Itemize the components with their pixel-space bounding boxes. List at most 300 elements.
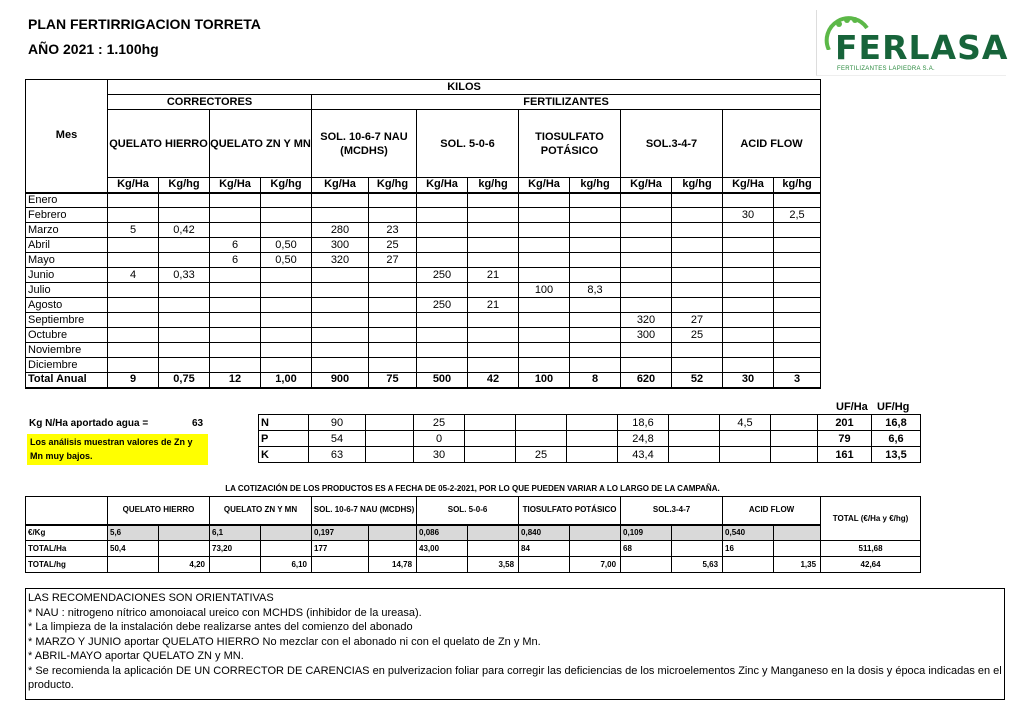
value-cell — [261, 268, 312, 283]
price-cell: 43,00 — [417, 541, 468, 557]
value-cell — [519, 313, 570, 328]
value-cell — [108, 313, 159, 328]
price-cell — [369, 525, 417, 541]
value-cell — [369, 328, 417, 343]
value-cell — [261, 283, 312, 298]
npk-cell — [771, 447, 818, 463]
unit-header: kg/hg — [672, 178, 723, 193]
price-cell: 7,00 — [570, 557, 621, 573]
value-cell — [468, 253, 519, 268]
uf-hg-header: UF/Hg — [877, 401, 910, 413]
price-cell: 0,197 — [312, 525, 369, 541]
price-product-header: SOL.3-4-7 — [621, 497, 723, 525]
value-cell — [519, 343, 570, 358]
price-product-header: TIOSULFATO POTÁSICO — [519, 497, 621, 525]
month-cell: Diciembre — [26, 358, 108, 373]
value-cell: 0,50 — [261, 238, 312, 253]
correctores-header: CORRECTORES — [108, 95, 312, 110]
npk-cell — [669, 447, 720, 463]
value-cell — [312, 358, 369, 373]
price-cell — [570, 541, 621, 557]
value-cell — [369, 193, 417, 208]
price-cell — [369, 541, 417, 557]
value-cell — [468, 328, 519, 343]
table-row — [26, 298, 821, 313]
npk-cell — [366, 447, 414, 463]
table-row — [26, 208, 821, 223]
price-notice: LA COTIZACIÓN DE LOS PRODUCTOS ES A FECHA DE 05-2-2021, POR LO QUE PUEDEN VARIAR A LO LARGO DE LA CAMPAÑA. — [225, 484, 720, 493]
value-cell — [108, 328, 159, 343]
npk-cell — [567, 431, 618, 447]
value-cell — [774, 283, 821, 298]
price-cell — [417, 557, 468, 573]
value-cell — [672, 358, 723, 373]
note-line: * ABRIL-MAYO aportar QUELATO ZN y MN. — [28, 650, 244, 662]
npk-cell — [465, 447, 516, 463]
value-cell — [519, 328, 570, 343]
price-total-header: TOTAL (€/Ha y €/hg) — [821, 497, 921, 541]
price-cell: 0,109 — [621, 525, 672, 541]
total-cell: 75 — [369, 373, 417, 388]
value-cell — [621, 343, 672, 358]
price-cell: 0,840 — [519, 525, 570, 541]
product-header: SOL. 5-0-6 — [417, 110, 519, 178]
value-cell — [774, 298, 821, 313]
table-row — [26, 223, 821, 238]
value-cell — [468, 283, 519, 298]
price-cell: 177 — [312, 541, 369, 557]
table-row — [26, 283, 821, 298]
value-cell — [672, 208, 723, 223]
value-cell — [417, 283, 468, 298]
price-cell — [159, 541, 210, 557]
value-cell — [210, 223, 261, 238]
value-cell — [210, 208, 261, 223]
note-line: * MARZO Y JUNIO aportar QUELATO HIERRO No mezclar con el abonado ni con el quelato de Zn y Mn. — [28, 635, 541, 648]
value-cell: 5 — [108, 223, 159, 238]
value-cell — [723, 238, 774, 253]
value-cell — [774, 343, 821, 358]
npk-cell — [567, 415, 618, 431]
value-cell: 320 — [621, 313, 672, 328]
value-cell: 0,33 — [159, 268, 210, 283]
value-cell — [210, 298, 261, 313]
price-cell — [312, 557, 369, 573]
uf-hg-cell: 6,6 — [872, 431, 921, 447]
npk-cell — [720, 431, 771, 447]
total-cell: 3 — [774, 373, 821, 388]
unit-header: Kg/Ha — [519, 178, 570, 193]
unit-header: Kg/hg — [261, 178, 312, 193]
table-row — [26, 253, 821, 268]
page-subtitle: AÑO 2021 : 1.100hg — [28, 41, 159, 57]
value-cell — [108, 253, 159, 268]
value-cell — [570, 358, 621, 373]
value-cell — [261, 358, 312, 373]
price-row — [26, 525, 921, 541]
value-cell — [261, 223, 312, 238]
value-cell — [369, 268, 417, 283]
fertigation-plan-table — [25, 79, 821, 389]
value-cell — [159, 313, 210, 328]
price-cell — [570, 525, 621, 541]
npk-cell: 0 — [414, 431, 465, 447]
value-cell: 8,3 — [570, 283, 621, 298]
value-cell — [723, 283, 774, 298]
value-cell — [774, 223, 821, 238]
value-cell — [108, 343, 159, 358]
value-cell — [108, 238, 159, 253]
value-cell — [159, 298, 210, 313]
npk-cell: 90 — [309, 415, 366, 431]
npk-cell — [720, 447, 771, 463]
npk-cell: 25 — [414, 415, 465, 431]
price-row-label: €/Kg — [26, 525, 108, 541]
value-cell — [723, 343, 774, 358]
value-cell — [723, 193, 774, 208]
npk-cell — [366, 415, 414, 431]
npk-cell — [669, 415, 720, 431]
value-cell — [672, 298, 723, 313]
value-cell — [261, 193, 312, 208]
value-cell — [774, 253, 821, 268]
price-cell: 16 — [723, 541, 774, 557]
npk-table — [258, 414, 921, 463]
recommendations-notes — [25, 588, 1005, 700]
price-cell — [519, 557, 570, 573]
table-row — [26, 268, 821, 283]
npk-cell: 43,4 — [618, 447, 669, 463]
uf-ha-cell: 201 — [818, 415, 872, 431]
value-cell — [369, 208, 417, 223]
value-cell — [519, 358, 570, 373]
price-product-header: QUELATO HIERRO — [108, 497, 210, 525]
total-cell: 500 — [417, 373, 468, 388]
value-cell — [312, 343, 369, 358]
price-cell — [621, 557, 672, 573]
value-cell: 280 — [312, 223, 369, 238]
price-cell — [159, 525, 210, 541]
price-cell — [468, 525, 519, 541]
npk-row — [259, 415, 921, 431]
value-cell — [519, 193, 570, 208]
value-cell — [672, 223, 723, 238]
note-line: * La limpieza de la instalación debe realizarse antes del comienzo del abonado — [28, 621, 413, 633]
total-cell: 12 — [210, 373, 261, 388]
value-cell — [417, 208, 468, 223]
table-row — [26, 193, 821, 208]
value-cell — [468, 238, 519, 253]
npk-cell — [465, 415, 516, 431]
price-cell: 1,35 — [774, 557, 821, 573]
price-cell — [774, 541, 821, 557]
value-cell — [261, 298, 312, 313]
value-cell — [723, 268, 774, 283]
price-total-cell: 511,68 — [821, 541, 921, 557]
unit-header: kg/hg — [570, 178, 621, 193]
value-cell — [468, 208, 519, 223]
total-cell: 42 — [468, 373, 519, 388]
value-cell — [210, 358, 261, 373]
table-row — [26, 238, 821, 253]
value-cell — [519, 268, 570, 283]
value-cell — [312, 268, 369, 283]
value-cell — [468, 223, 519, 238]
npk-cell — [465, 431, 516, 447]
value-cell — [108, 283, 159, 298]
product-header: QUELATO ZN Y MN — [210, 110, 312, 178]
npk-cell — [516, 415, 567, 431]
price-cell: 6,10 — [261, 557, 312, 573]
price-product-header: SOL. 5-0-6 — [417, 497, 519, 525]
value-cell — [621, 208, 672, 223]
price-header-row — [26, 497, 921, 525]
table-row — [26, 358, 821, 373]
product-header: TIOSULFATO POTÁSICO — [519, 110, 621, 178]
value-cell: 6 — [210, 253, 261, 268]
nutrient-label: K — [259, 447, 309, 463]
unit-header: Kg/Ha — [417, 178, 468, 193]
value-cell — [417, 253, 468, 268]
value-cell: 21 — [468, 298, 519, 313]
month-header: Mes — [26, 80, 108, 193]
value-cell — [369, 298, 417, 313]
unit-header: Kg/Ha — [723, 178, 774, 193]
value-cell — [774, 268, 821, 283]
value-cell: 250 — [417, 298, 468, 313]
price-cell: 0,540 — [723, 525, 774, 541]
nutrient-label: P — [259, 431, 309, 447]
analysis-note: Los análisis muestran valores de Zn y Mn muy bajos. — [27, 434, 208, 465]
value-cell — [468, 343, 519, 358]
npk-cell — [516, 431, 567, 447]
product-header: QUELATO HIERRO — [108, 110, 210, 178]
value-cell: 0,42 — [159, 223, 210, 238]
value-cell — [570, 193, 621, 208]
month-cell: Septiembre — [26, 313, 108, 328]
table-row — [26, 328, 821, 343]
value-cell — [261, 328, 312, 343]
npk-cell — [771, 431, 818, 447]
uf-ha-header: UF/Ha — [836, 401, 868, 413]
value-cell — [570, 208, 621, 223]
logo-tagline: FERTILIZANTES LAPIEDRA S.A. — [837, 66, 936, 72]
price-cell: 0,086 — [417, 525, 468, 541]
npk-cell: 25 — [516, 447, 567, 463]
unit-header: Kg/Ha — [621, 178, 672, 193]
value-cell — [159, 283, 210, 298]
price-product-header: SOL. 10-6-7 NAU (MCDHS) — [312, 497, 417, 525]
npk-cell: 18,6 — [618, 415, 669, 431]
value-cell — [723, 313, 774, 328]
value-cell — [723, 358, 774, 373]
value-cell — [519, 208, 570, 223]
value-cell — [210, 343, 261, 358]
price-table — [25, 496, 921, 573]
npk-cell: 24,8 — [618, 431, 669, 447]
uf-ha-cell: 161 — [818, 447, 872, 463]
uf-hg-cell: 13,5 — [872, 447, 921, 463]
value-cell — [570, 343, 621, 358]
value-cell — [621, 358, 672, 373]
npk-cell — [669, 431, 720, 447]
value-cell — [774, 328, 821, 343]
npk-cell: 4,5 — [720, 415, 771, 431]
price-cell — [108, 557, 159, 573]
price-cell — [468, 541, 519, 557]
value-cell — [621, 193, 672, 208]
month-cell: Abril — [26, 238, 108, 253]
month-cell: Enero — [26, 193, 108, 208]
value-cell — [159, 253, 210, 268]
value-cell — [261, 208, 312, 223]
unit-header: Kg/hg — [159, 178, 210, 193]
value-cell: 2,5 — [774, 208, 821, 223]
value-cell — [159, 193, 210, 208]
value-cell — [672, 343, 723, 358]
value-cell — [261, 343, 312, 358]
npk-cell: 63 — [309, 447, 366, 463]
value-cell: 27 — [672, 313, 723, 328]
month-cell: Julio — [26, 283, 108, 298]
npk-cell: 30 — [414, 447, 465, 463]
value-cell: 6 — [210, 238, 261, 253]
month-cell: Marzo — [26, 223, 108, 238]
table-row — [26, 343, 821, 358]
unit-header: kg/hg — [774, 178, 821, 193]
price-cell — [774, 525, 821, 541]
value-cell — [312, 313, 369, 328]
product-header: ACID FLOW — [723, 110, 821, 178]
value-cell — [417, 238, 468, 253]
value-cell — [621, 223, 672, 238]
price-product-header: QUELATO ZN Y MN — [210, 497, 312, 525]
price-cell: 4,20 — [159, 557, 210, 573]
npk-cell — [567, 447, 618, 463]
total-cell: 900 — [312, 373, 369, 388]
unit-header: Kg/Ha — [108, 178, 159, 193]
value-cell — [159, 238, 210, 253]
value-cell — [417, 328, 468, 343]
value-cell: 23 — [369, 223, 417, 238]
value-cell — [312, 208, 369, 223]
value-cell: 300 — [312, 238, 369, 253]
value-cell — [261, 313, 312, 328]
uf-ha-cell: 79 — [818, 431, 872, 447]
price-row — [26, 557, 921, 573]
month-cell: Octubre — [26, 328, 108, 343]
value-cell — [519, 238, 570, 253]
price-cell — [210, 557, 261, 573]
value-cell — [210, 313, 261, 328]
price-cell: 50,4 — [108, 541, 159, 557]
value-cell — [108, 298, 159, 313]
price-cell: 14,78 — [369, 557, 417, 573]
price-row-label: TOTAL/Ha — [26, 541, 108, 557]
value-cell — [417, 193, 468, 208]
value-cell — [312, 283, 369, 298]
total-cell: 100 — [519, 373, 570, 388]
value-cell: 300 — [621, 328, 672, 343]
note-line: LAS RECOMENDACIONES SON ORIENTATIVAS — [28, 592, 274, 604]
nutrient-label: N — [259, 415, 309, 431]
value-cell — [519, 253, 570, 268]
price-row — [26, 541, 921, 557]
value-cell — [369, 313, 417, 328]
value-cell — [519, 298, 570, 313]
total-row — [26, 373, 821, 388]
product-header: SOL. 10-6-7 NAU (MCDHS) — [312, 110, 417, 178]
value-cell — [570, 268, 621, 283]
value-cell — [723, 298, 774, 313]
value-cell — [108, 208, 159, 223]
total-cell: 0,75 — [159, 373, 210, 388]
value-cell: 100 — [519, 283, 570, 298]
value-cell: 4 — [108, 268, 159, 283]
value-cell: 250 — [417, 268, 468, 283]
value-cell — [312, 298, 369, 313]
npk-cell — [366, 431, 414, 447]
price-product-header: ACID FLOW — [723, 497, 821, 525]
product-header: SOL.3-4-7 — [621, 110, 723, 178]
price-cell — [261, 525, 312, 541]
value-cell — [417, 223, 468, 238]
value-cell — [210, 283, 261, 298]
total-cell: 620 — [621, 373, 672, 388]
nitrogen-water-value: 63 — [192, 418, 204, 429]
value-cell — [570, 328, 621, 343]
price-cell: 68 — [621, 541, 672, 557]
npk-row — [259, 431, 921, 447]
npk-row — [259, 447, 921, 463]
price-cell: 5,6 — [108, 525, 159, 541]
logo-name: FERLASA — [835, 28, 1009, 67]
price-cell — [672, 541, 723, 557]
price-total-cell: 42,64 — [821, 557, 921, 573]
price-cell — [672, 525, 723, 541]
unit-header: Kg/Ha — [210, 178, 261, 193]
price-cell: 73,20 — [210, 541, 261, 557]
value-cell — [723, 223, 774, 238]
value-cell — [672, 238, 723, 253]
value-cell — [774, 238, 821, 253]
value-cell — [312, 328, 369, 343]
month-cell: Noviembre — [26, 343, 108, 358]
value-cell — [570, 253, 621, 268]
value-cell — [468, 313, 519, 328]
value-cell — [417, 343, 468, 358]
value-cell — [621, 238, 672, 253]
value-cell — [621, 268, 672, 283]
month-cell: Junio — [26, 268, 108, 283]
value-cell — [672, 193, 723, 208]
value-cell — [210, 268, 261, 283]
price-row-label: TOTAL/hg — [26, 557, 108, 573]
table-row — [26, 313, 821, 328]
value-cell — [159, 343, 210, 358]
value-cell — [672, 268, 723, 283]
value-cell — [621, 298, 672, 313]
month-cell: Febrero — [26, 208, 108, 223]
value-cell — [417, 358, 468, 373]
npk-cell: 54 — [309, 431, 366, 447]
total-label: Total Anual — [26, 373, 108, 388]
price-cell: 84 — [519, 541, 570, 557]
price-cell — [723, 557, 774, 573]
value-cell: 30 — [723, 208, 774, 223]
value-cell — [621, 283, 672, 298]
price-cell: 3,58 — [468, 557, 519, 573]
